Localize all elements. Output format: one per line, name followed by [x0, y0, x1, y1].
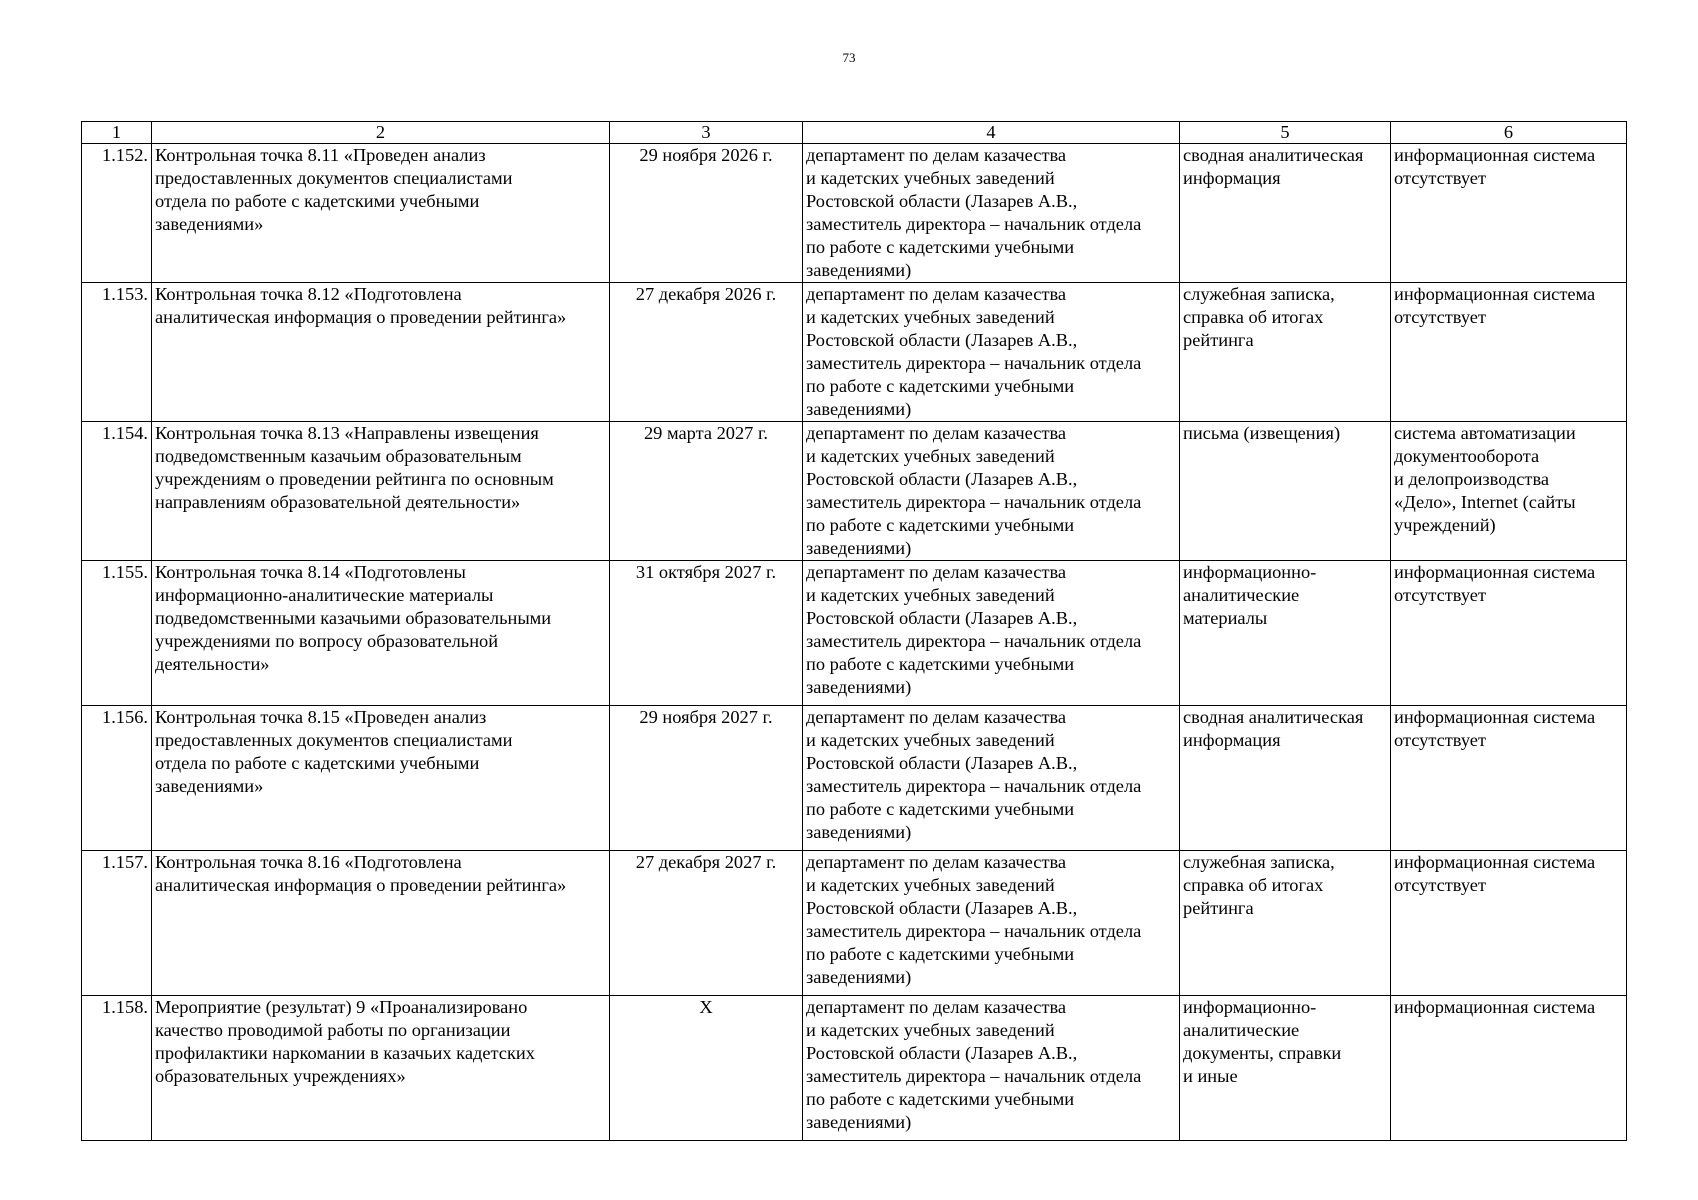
row-system: информационная система отсутствует	[1391, 851, 1627, 996]
header-col-4: 4	[803, 122, 1180, 144]
row-name: Контрольная точка 8.13 «Направлены извещения подведомственным казачьим образовательным учреждениям о проведении рейтинга по основным направлениям образовательной деятельности»	[152, 422, 610, 561]
row-name: Мероприятие (результат) 9 «Проанализировано качество проводимой работы по организации профилактики наркомании в казачьих кадетских образовательных учреждениях»	[152, 996, 610, 1141]
row-date: 27 декабря 2027 г.	[610, 851, 803, 996]
table-row	[82, 706, 1627, 851]
header-col-3: 3	[610, 122, 803, 144]
table-row	[82, 422, 1627, 561]
row-responsible: департамент по делам казачества и кадетских учебных заведений Ростовской области (Лазарев А.В., заместитель директора – начальник отдела по работе с кадетскими учебными заведениями)	[803, 996, 1180, 1141]
header-col-1: 1	[82, 122, 152, 144]
row-document: информационно- аналитические материалы	[1180, 561, 1391, 706]
row-system: информационная система отсутствует	[1391, 561, 1627, 706]
table-row	[82, 996, 1627, 1141]
row-document: сводная аналитическая информация	[1180, 706, 1391, 851]
row-number: 1.156.	[82, 706, 152, 851]
row-responsible: департамент по делам казачества и кадетских учебных заведений Ростовской области (Лазарев А.В., заместитель директора – начальник отдела по работе с кадетскими учебными заведениями)	[803, 283, 1180, 422]
row-name: Контрольная точка 8.14 «Подготовлены информационно-аналитические материалы подведомственными казачьими образовательными учреждениями по вопросу образовательной деятельности»	[152, 561, 610, 706]
row-system: информационная система отсутствует	[1391, 706, 1627, 851]
header-col-6: 6	[1391, 122, 1627, 144]
header-col-2: 2	[152, 122, 610, 144]
row-number: 1.157.	[82, 851, 152, 996]
row-date: 29 ноября 2027 г.	[610, 706, 803, 851]
row-system: информационная система отсутствует	[1391, 283, 1627, 422]
row-number: 1.158.	[82, 996, 152, 1141]
row-number: 1.153.	[82, 283, 152, 422]
row-number: 1.154.	[82, 422, 152, 561]
row-system: система автоматизации документооборота и делопроизводства «Дело», Internet (сайты учреждений)	[1391, 422, 1627, 561]
row-date: 29 ноября 2026 г.	[610, 144, 803, 283]
table-row	[82, 283, 1627, 422]
row-document: письма (извещения)	[1180, 422, 1391, 561]
row-responsible: департамент по делам казачества и кадетских учебных заведений Ростовской области (Лазарев А.В., заместитель директора – начальник отдела по работе с кадетскими учебными заведениями)	[803, 706, 1180, 851]
row-date: 31 октября 2027 г.	[610, 561, 803, 706]
row-number: 1.155.	[82, 561, 152, 706]
row-name: Контрольная точка 8.12 «Подготовлена аналитическая информация о проведении рейтинга»	[152, 283, 610, 422]
row-document: сводная аналитическая информация	[1180, 144, 1391, 283]
row-name: Контрольная точка 8.11 «Проведен анализ предоставленных документов специалистами отдела по работе с кадетскими учебными заведениями»	[152, 144, 610, 283]
row-name: Контрольная точка 8.15 «Проведен анализ предоставленных документов специалистами отдела по работе с кадетскими учебными заведениями»	[152, 706, 610, 851]
row-date: X	[610, 996, 803, 1141]
row-responsible: департамент по делам казачества и кадетских учебных заведений Ростовской области (Лазарев А.В., заместитель директора – начальник отдела по работе с кадетскими учебными заведениями)	[803, 144, 1180, 283]
page-number: 73	[842, 50, 856, 65]
row-responsible: департамент по делам казачества и кадетских учебных заведений Ростовской области (Лазарев А.В., заместитель директора – начальник отдела по работе с кадетскими учебными заведениями)	[803, 561, 1180, 706]
table-row	[82, 144, 1627, 283]
row-system: информационная система отсутствует	[1391, 144, 1627, 283]
table-row	[82, 851, 1627, 996]
row-system: информационная система	[1391, 996, 1627, 1141]
row-responsible: департамент по делам казачества и кадетских учебных заведений Ростовской области (Лазарев А.В., заместитель директора – начальник отдела по работе с кадетскими учебными заведениями)	[803, 422, 1180, 561]
row-number: 1.152.	[82, 144, 152, 283]
row-document: служебная записка, справка об итогах рейтинга	[1180, 283, 1391, 422]
row-document: информационно- аналитические документы, справки и иные	[1180, 996, 1391, 1141]
table-row	[82, 561, 1627, 706]
row-name: Контрольная точка 8.16 «Подготовлена аналитическая информация о проведении рейтинга»	[152, 851, 610, 996]
row-date: 29 марта 2027 г.	[610, 422, 803, 561]
row-document: служебная записка, справка об итогах рейтинга	[1180, 851, 1391, 996]
plan-table	[81, 121, 1627, 1141]
row-date: 27 декабря 2026 г.	[610, 283, 803, 422]
header-col-5: 5	[1180, 122, 1391, 144]
row-responsible: департамент по делам казачества и кадетских учебных заведений Ростовской области (Лазарев А.В., заместитель директора – начальник отдела по работе с кадетскими учебными заведениями)	[803, 851, 1180, 996]
table-header-row	[82, 122, 1627, 144]
